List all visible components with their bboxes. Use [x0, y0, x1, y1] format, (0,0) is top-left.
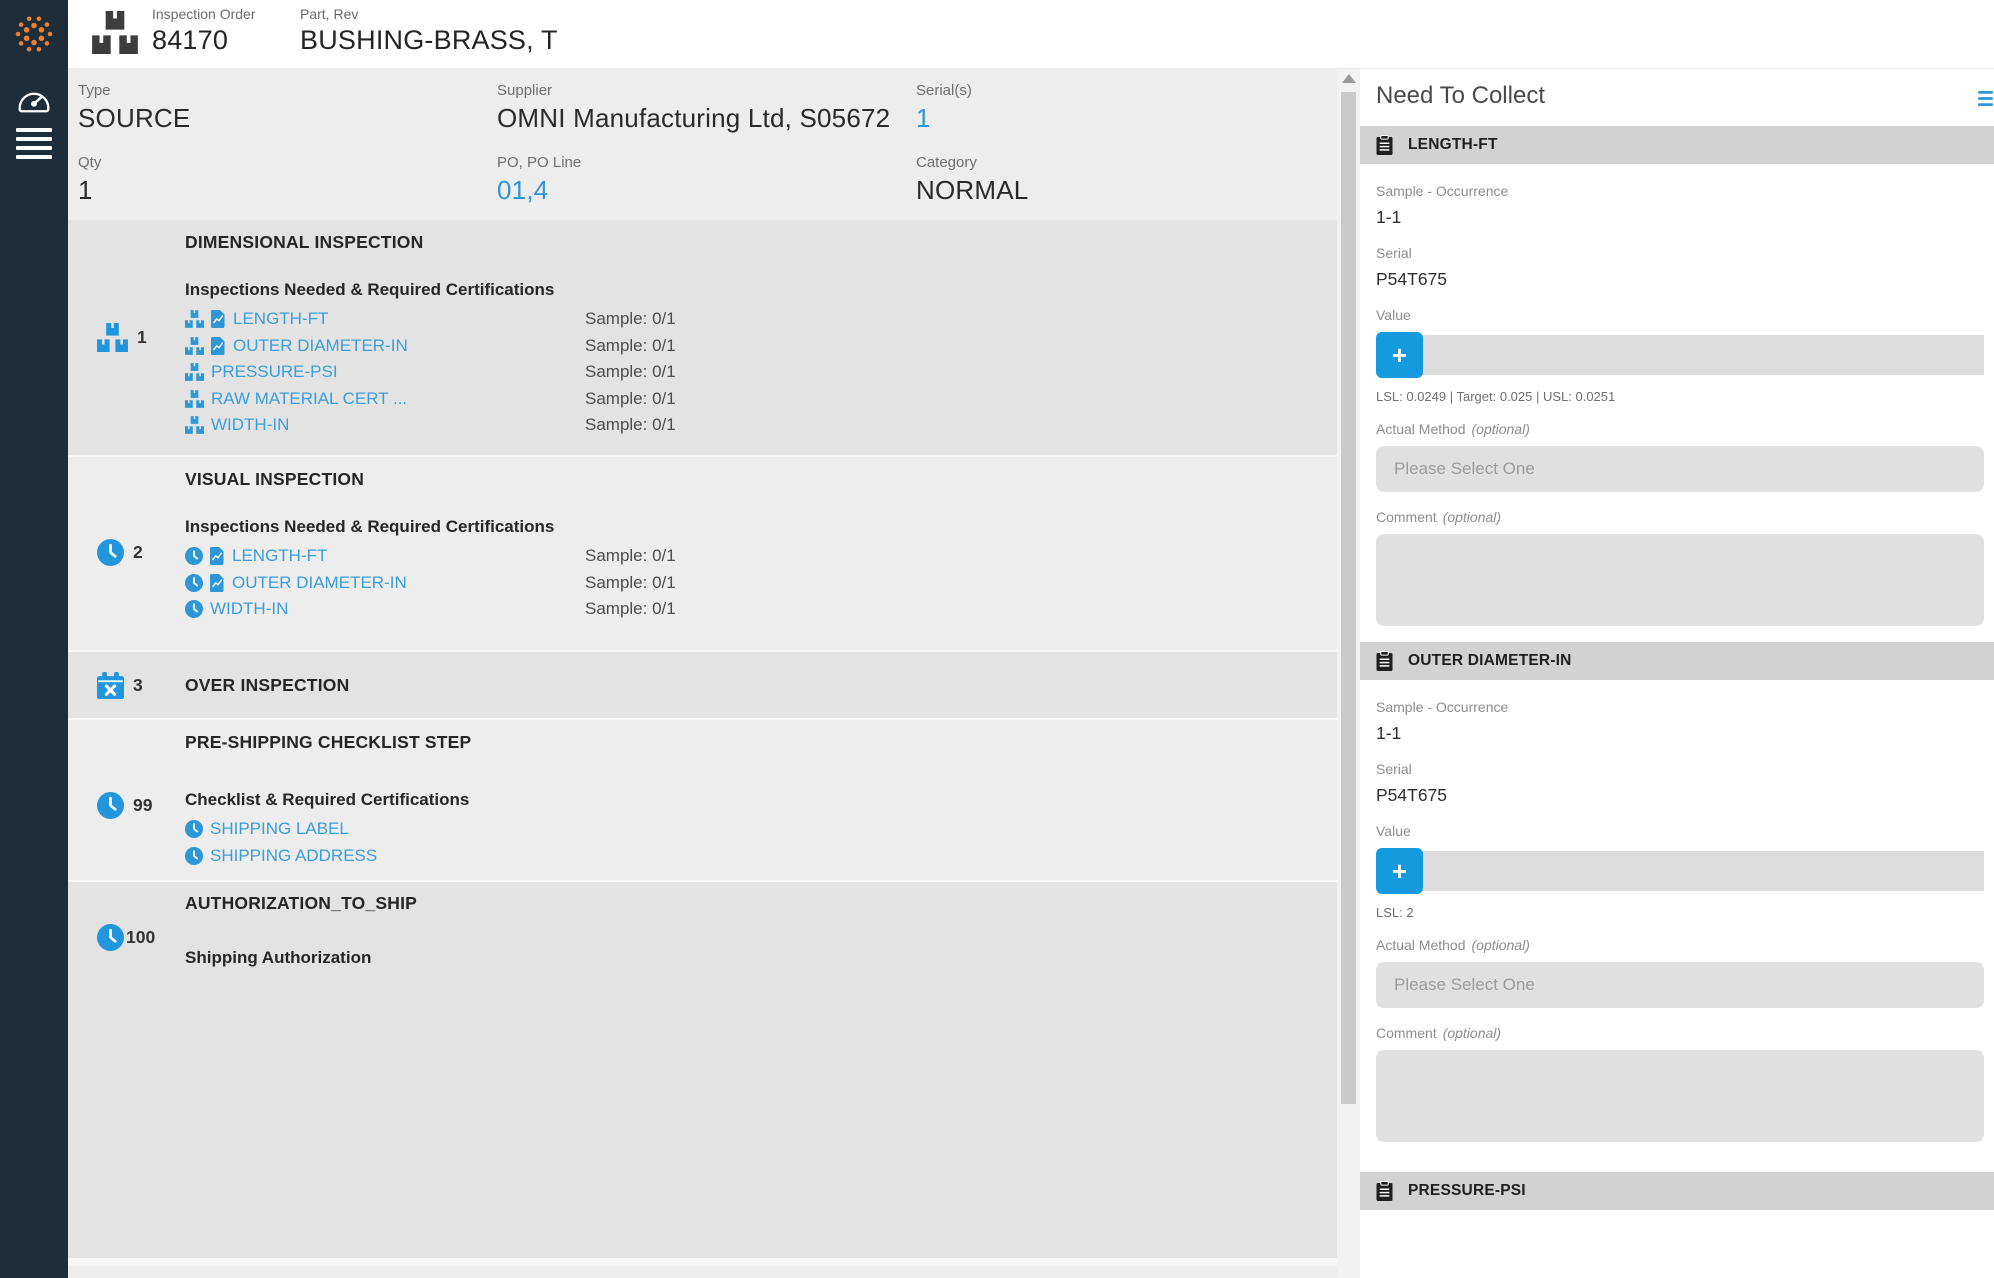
inspection-item-row	[185, 386, 1337, 413]
section-number: 100	[126, 927, 156, 947]
collect-card-header[interactable]	[1360, 1172, 1994, 1210]
section-subtitle: Inspections Needed & Required Certifications	[185, 280, 555, 299]
section-dimensional-inspection	[68, 220, 1337, 455]
section-subtitle: Shipping Authorization	[185, 948, 372, 967]
inspection-order-field	[152, 6, 256, 56]
clock-icon	[185, 574, 203, 592]
file-chart-icon	[210, 574, 225, 592]
optional-hint: (optional)	[1442, 509, 1502, 525]
serial-label: Serial	[1376, 245, 1412, 261]
clipboard-icon	[1376, 135, 1393, 155]
collect-card-title: PRESSURE-PSI	[1408, 1182, 1526, 1199]
sample-count: Sample: 0/1	[585, 388, 676, 408]
section-number: 99	[133, 795, 153, 815]
panel-header	[1360, 68, 1994, 126]
spec-limits: LSL: 0.0249 | Target: 0.025 | USL: 0.0251	[1376, 389, 1616, 404]
sample-count: Sample: 0/1	[585, 309, 676, 329]
order-info-grid	[68, 68, 1337, 220]
inspection-item-row	[185, 596, 1337, 623]
po-field	[497, 154, 581, 206]
po-label: PO, PO Line	[497, 154, 582, 171]
actual-method-label-text: Actual Method	[1376, 937, 1466, 953]
collect-card-outer-diameter	[1360, 642, 1994, 1158]
collect-card-pressure-psi	[1360, 1172, 1994, 1210]
comment-label-text: Comment	[1376, 1025, 1437, 1041]
section-next-partial	[68, 1266, 1337, 1278]
app-logo-icon[interactable]	[0, 12, 68, 56]
add-value-button[interactable]: +	[1376, 332, 1423, 378]
sample-occurrence-value: 1-1	[1376, 723, 1402, 743]
value-input-bar[interactable]	[1386, 851, 1984, 891]
inspection-link[interactable]: RAW MATERIAL CERT ...	[211, 388, 408, 408]
clock-icon	[185, 847, 203, 865]
top-header	[68, 0, 1994, 69]
clipboard-icon	[1376, 1181, 1393, 1201]
comment-label-text: Comment	[1376, 509, 1437, 525]
type-field	[78, 82, 190, 134]
part-rev-value: BUSHING-BRASS, T	[300, 25, 558, 55]
section-title: PRE-SHIPPING CHECKLIST STEP	[185, 732, 472, 752]
serials-label: Serial(s)	[916, 82, 972, 99]
qty-label: Qty	[78, 154, 102, 171]
boxes-icon	[185, 363, 204, 381]
sample-count: Sample: 0/1	[585, 546, 676, 566]
section-step-indicator	[97, 539, 143, 566]
section-title: VISUAL INSPECTION	[185, 469, 365, 489]
section-step-indicator	[97, 792, 152, 819]
boxes-icon	[185, 337, 204, 355]
supplier-value: OMNI Manufacturing Ltd, S05672	[497, 103, 891, 133]
spec-limits: LSL: 2	[1376, 905, 1414, 920]
inspection-order-value: 84170	[152, 25, 229, 55]
collect-card-header[interactable]	[1360, 126, 1994, 164]
sample-count: Sample: 0/1	[585, 572, 676, 592]
scroll-up-arrow-icon[interactable]	[1342, 74, 1356, 83]
actual-method-label	[1376, 937, 1984, 953]
actual-method-select[interactable]	[1376, 962, 1984, 1008]
sample-occurrence-value: 1-1	[1376, 207, 1402, 227]
vertical-scrollbar[interactable]	[1337, 68, 1360, 1278]
value-entry-row	[1376, 848, 1984, 894]
inspection-item-row	[185, 333, 1337, 360]
inspection-link[interactable]: OUTER DIAMETER-IN	[232, 572, 407, 592]
value-label: Value	[1376, 823, 1411, 839]
serials-field	[916, 82, 972, 134]
boxes-icon	[185, 310, 204, 328]
comment-label	[1376, 509, 1984, 525]
inspection-item-row	[185, 412, 1337, 439]
section-step-indicator	[97, 672, 143, 699]
add-value-button[interactable]: +	[1376, 848, 1423, 894]
comment-label	[1376, 1025, 1984, 1041]
clock-icon	[185, 547, 203, 565]
inspection-item-row	[185, 306, 1337, 333]
section-authorization-to-ship	[68, 882, 1337, 1258]
inspection-link[interactable]: WIDTH-IN	[210, 599, 289, 619]
section-subtitle: Checklist & Required Certifications	[185, 790, 470, 809]
part-rev-field	[300, 6, 558, 56]
sample-occurrence-label: Sample - Occurrence	[1376, 699, 1509, 715]
collect-card-header[interactable]	[1360, 642, 1994, 680]
boxes-icon	[92, 11, 138, 54]
section-pre-shipping-checklist	[68, 720, 1337, 880]
sample-count: Sample: 0/1	[585, 415, 676, 435]
file-chart-icon	[210, 547, 225, 565]
dashboard-gauge-icon[interactable]	[0, 82, 68, 114]
optional-hint: (optional)	[1471, 937, 1530, 953]
collect-card-title: LENGTH-FT	[1408, 136, 1498, 153]
section-step-indicator	[97, 924, 155, 951]
file-chart-icon	[211, 310, 226, 328]
section-title: AUTHORIZATION_TO_SHIP	[185, 893, 418, 913]
section-subtitle: Inspections Needed & Required Certifications	[185, 517, 555, 536]
section-title: OVER INSPECTION	[185, 674, 350, 695]
need-to-collect-panel	[1360, 68, 1994, 1278]
calendar-x-icon	[97, 672, 124, 699]
checklist-item-row	[185, 843, 1337, 870]
serials-link[interactable]: 1	[916, 103, 931, 133]
clipboard-icon	[1376, 651, 1393, 671]
section-number: 3	[133, 675, 143, 695]
section-step-indicator	[97, 323, 147, 352]
serial-value: P54T675	[1376, 785, 1448, 805]
actual-method-select[interactable]	[1376, 446, 1984, 492]
sort-filter-icon[interactable]	[1978, 90, 1994, 107]
boxes-icon	[97, 323, 128, 352]
comment-textarea[interactable]	[1376, 1050, 1984, 1142]
inspection-link[interactable]: LENGTH-FT	[233, 309, 329, 329]
file-chart-icon	[211, 337, 226, 355]
sidebar	[0, 0, 68, 1278]
value-label: Value	[1376, 307, 1411, 323]
sample-count: Sample: 0/1	[585, 362, 676, 382]
value-input-bar[interactable]	[1386, 335, 1984, 375]
panel-title: Need To Collect	[1376, 82, 1545, 109]
qty-value: 1	[78, 175, 93, 205]
part-rev-label: Part, Rev	[300, 6, 359, 22]
boxes-icon	[185, 416, 204, 434]
inspection-link[interactable]: OUTER DIAMETER-IN	[233, 335, 408, 355]
select-placeholder: Please Select One	[1394, 975, 1535, 994]
type-value: SOURCE	[78, 103, 191, 133]
boxes-icon	[185, 390, 204, 408]
checklist-link[interactable]: SHIPPING ADDRESS	[210, 845, 378, 865]
inspection-item-row	[185, 359, 1337, 386]
inspection-item-row	[185, 543, 1337, 570]
main-content	[68, 68, 1337, 1278]
sample-count: Sample: 0/1	[585, 335, 676, 355]
clock-icon	[185, 600, 203, 618]
po-link[interactable]: 01,4	[497, 175, 549, 205]
type-label: Type	[78, 82, 111, 99]
section-number: 2	[133, 542, 143, 562]
inspection-link[interactable]: LENGTH-FT	[232, 546, 328, 566]
clock-icon	[97, 924, 124, 951]
inspection-item-row	[185, 570, 1337, 597]
collect-card-title: OUTER DIAMETER-IN	[1408, 652, 1572, 669]
clock-icon	[185, 820, 203, 838]
comment-textarea[interactable]	[1376, 534, 1984, 626]
inspection-link[interactable]: PRESSURE-PSI	[211, 362, 338, 382]
category-label: Category	[916, 154, 977, 171]
optional-hint: (optional)	[1471, 421, 1530, 437]
sample-occurrence-label: Sample - Occurrence	[1376, 183, 1509, 199]
scrollbar-thumb[interactable]	[1341, 92, 1356, 1104]
clock-icon	[97, 792, 124, 819]
section-number: 1	[137, 327, 147, 347]
section-title: DIMENSIONAL INSPECTION	[185, 232, 424, 252]
supplier-label: Supplier	[497, 82, 553, 99]
optional-hint: (optional)	[1442, 1025, 1502, 1041]
actual-method-label-text: Actual Method	[1376, 421, 1466, 437]
serial-value: P54T675	[1376, 269, 1448, 289]
checklist-link[interactable]: SHIPPING LABEL	[210, 819, 349, 839]
section-visual-inspection	[68, 457, 1337, 650]
value-entry-row	[1376, 332, 1984, 378]
select-placeholder: Please Select One	[1394, 459, 1535, 478]
sample-count: Sample: 0/1	[585, 599, 676, 619]
collect-card-length-ft	[1360, 126, 1994, 642]
section-over-inspection	[68, 652, 1337, 718]
actual-method-label	[1376, 421, 1984, 437]
supplier-field	[497, 82, 890, 134]
menu-hamburger-icon[interactable]	[0, 128, 68, 159]
category-value: NORMAL	[916, 175, 1029, 205]
serial-label: Serial	[1376, 761, 1412, 777]
qty-field	[78, 154, 101, 206]
category-field	[916, 154, 1028, 206]
clock-icon	[97, 539, 124, 566]
inspection-link[interactable]: WIDTH-IN	[211, 415, 290, 435]
checklist-item-row	[185, 816, 1337, 843]
inspection-order-label: Inspection Order	[152, 6, 256, 22]
